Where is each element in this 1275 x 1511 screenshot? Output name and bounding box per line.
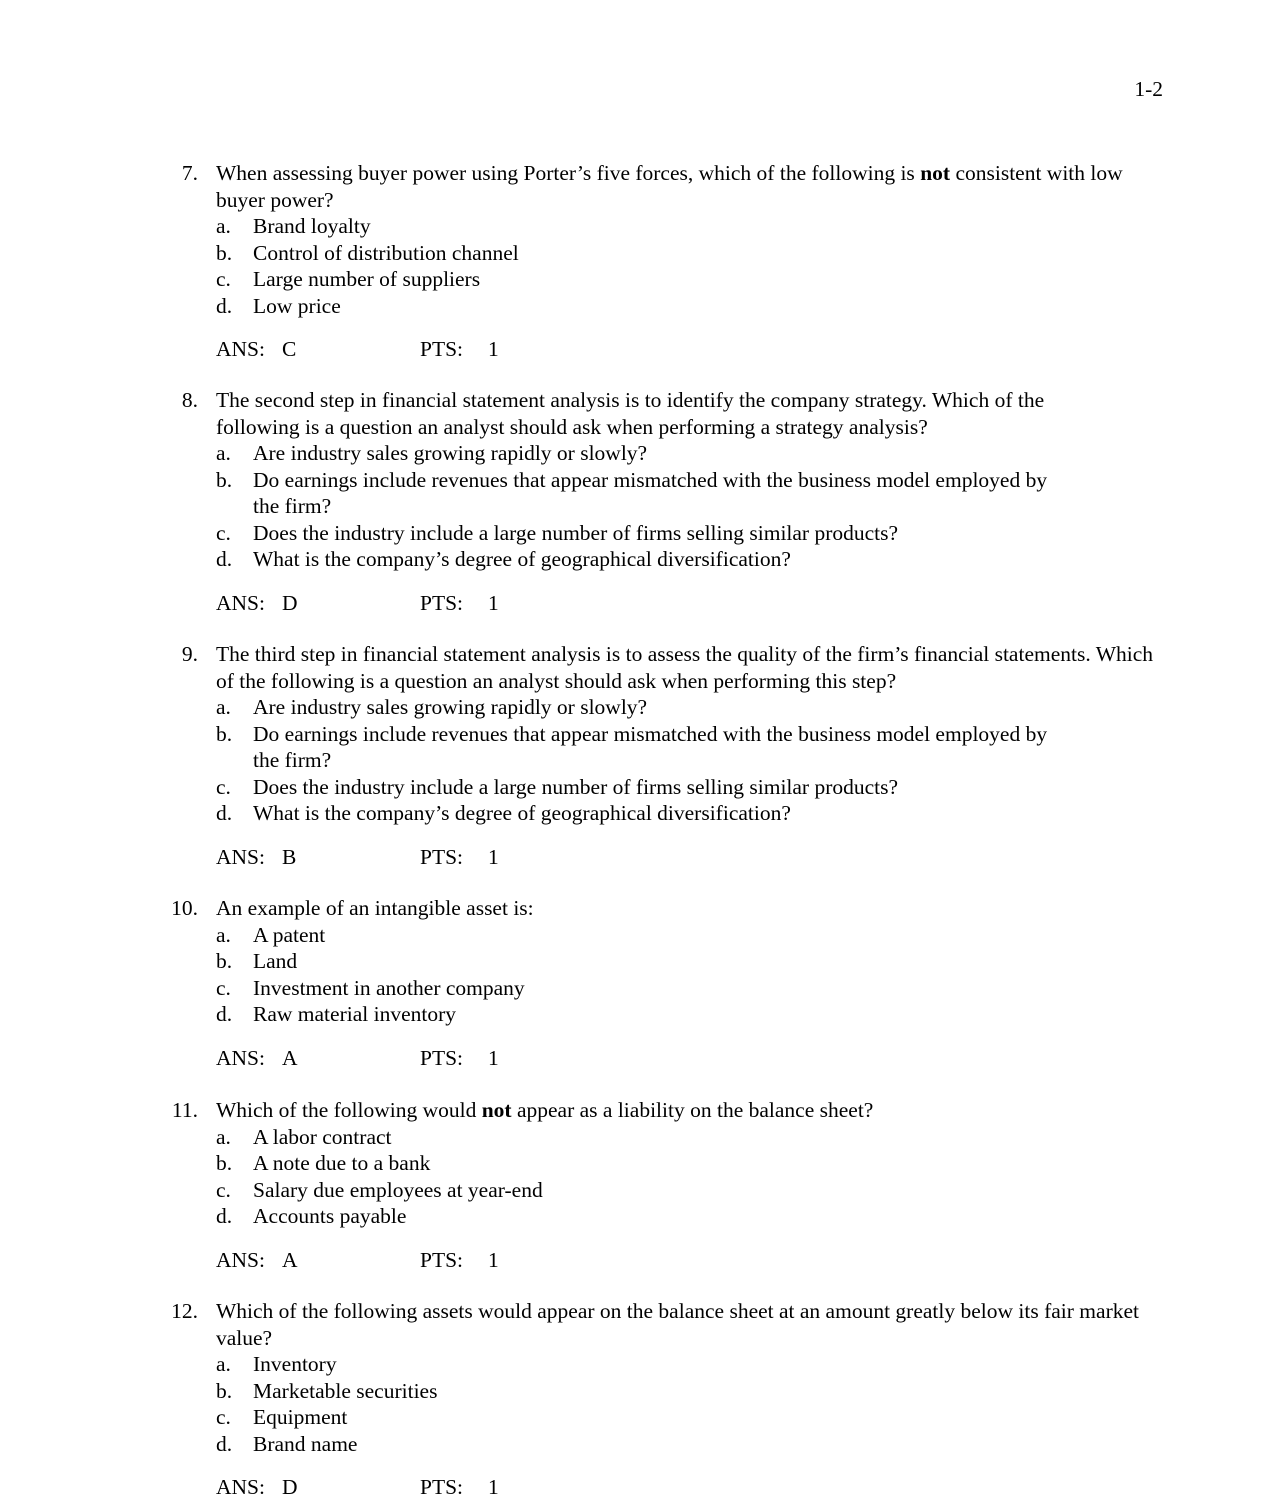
ans-value: B <box>282 844 297 869</box>
answer-row <box>216 336 1160 362</box>
option-c: c. Large number of suppliers <box>216 267 481 291</box>
option-b: b. Do earnings include revenues that appear mismatched with the business model employed by the firm? <box>216 721 1048 772</box>
option-a: a. Brand loyalty <box>216 214 371 238</box>
pts-label: PTS: <box>420 844 464 869</box>
question-stem: The third step in financial statement analysis is to assess the quality of the firm’s financial statements. Which of the following is a question an analyst should ask when performing this step? <box>216 642 1154 693</box>
ans-label: ANS: <box>216 844 265 869</box>
ans-value: C <box>282 337 297 361</box>
ans-label: ANS: <box>216 337 265 361</box>
option-b: b. Marketable securities <box>216 1378 438 1403</box>
pts-value: 1 <box>488 337 499 361</box>
question-7 <box>160 160 1160 362</box>
answer-row <box>216 844 1160 870</box>
option-d: d. Low price <box>216 293 341 318</box>
ans-value: A <box>282 1045 298 1070</box>
question-8 <box>160 387 1160 616</box>
ans-label: ANS: <box>216 1475 265 1499</box>
ans-label: ANS: <box>216 1247 265 1272</box>
pts-value: 1 <box>488 1475 499 1499</box>
question-stem: The second step in financial statement analysis is to identify the company strategy. Which of the following is a question an analyst should ask when performing a strategy analysis? <box>216 388 1045 439</box>
pts-label: PTS: <box>420 337 464 361</box>
option-b: b. A note due to a bank <box>216 1151 431 1175</box>
pts-value: 1 <box>488 590 499 615</box>
question-11 <box>160 1097 1160 1273</box>
ans-value: D <box>282 590 298 615</box>
option-c: c. Does the industry include a large number of firms selling similar products? <box>216 774 899 799</box>
answer-row <box>216 1045 1160 1071</box>
question-9 <box>160 641 1160 870</box>
option-a: a. A patent <box>216 922 326 947</box>
option-d: d. What is the company’s degree of geographical diversification? <box>216 547 791 571</box>
option-d: d. Brand name <box>216 1431 358 1456</box>
pts-value: 1 <box>488 1247 499 1272</box>
emphasis-not: not <box>920 161 951 185</box>
question-stem: When assessing buyer power using Porter’s five forces, which of the following is not consistent with low buyer power? <box>216 161 1123 212</box>
question-number: 11. <box>171 1098 198 1122</box>
ans-label: ANS: <box>216 590 265 615</box>
option-b: b. Do earnings include revenues that appear mismatched with the business model employed by the firm? <box>216 467 1048 518</box>
option-a: a. A labor contract <box>216 1124 392 1149</box>
question-number: 12. <box>171 1299 198 1323</box>
answer-row <box>216 590 1160 616</box>
pts-label: PTS: <box>420 590 464 615</box>
answer-row <box>216 1474 1160 1500</box>
option-a: a. Are industry sales growing rapidly or slowly? <box>216 695 648 719</box>
question-12 <box>160 1298 1160 1500</box>
emphasis-not: not <box>481 1098 512 1122</box>
question-stem: Which of the following assets would appear on the balance sheet at an amount greatly below its fair market value? <box>216 1299 1139 1350</box>
question-number: 7. <box>181 161 198 185</box>
option-c: c. Salary due employees at year-end <box>216 1177 543 1202</box>
pts-value: 1 <box>488 844 499 869</box>
ans-value: D <box>282 1475 298 1499</box>
question-10 <box>160 895 1160 1071</box>
pts-label: PTS: <box>420 1045 464 1070</box>
pts-label: PTS: <box>420 1475 464 1499</box>
question-number: 9. <box>181 642 198 666</box>
option-d: d. Accounts payable <box>216 1204 407 1228</box>
option-b: b. Control of distribution channel <box>216 240 519 265</box>
question-stem: An example of an intangible asset is: <box>216 896 534 920</box>
option-c: c. Does the industry include a large number of firms selling similar products? <box>216 520 899 545</box>
option-a: a. Are industry sales growing rapidly or slowly? <box>216 441 648 465</box>
option-c: c. Investment in another company <box>216 975 525 1000</box>
ans-value: A <box>282 1247 298 1272</box>
pts-label: PTS: <box>420 1247 464 1272</box>
question-number: 10. <box>171 896 198 920</box>
option-a: a. Inventory <box>216 1352 337 1376</box>
page-number: 1-2 <box>1134 77 1163 101</box>
question-number: 8. <box>181 388 198 412</box>
option-b: b. Land <box>216 949 298 973</box>
option-d: d. What is the company’s degree of geographical diversification? <box>216 801 791 825</box>
question-stem: Which of the following would not appear as a liability on the balance sheet? <box>216 1098 874 1122</box>
pts-value: 1 <box>488 1045 499 1070</box>
option-d: d. Raw material inventory <box>216 1002 456 1026</box>
answer-row <box>216 1247 1160 1273</box>
ans-label: ANS: <box>216 1045 265 1070</box>
option-c: c. Equipment <box>216 1405 348 1429</box>
